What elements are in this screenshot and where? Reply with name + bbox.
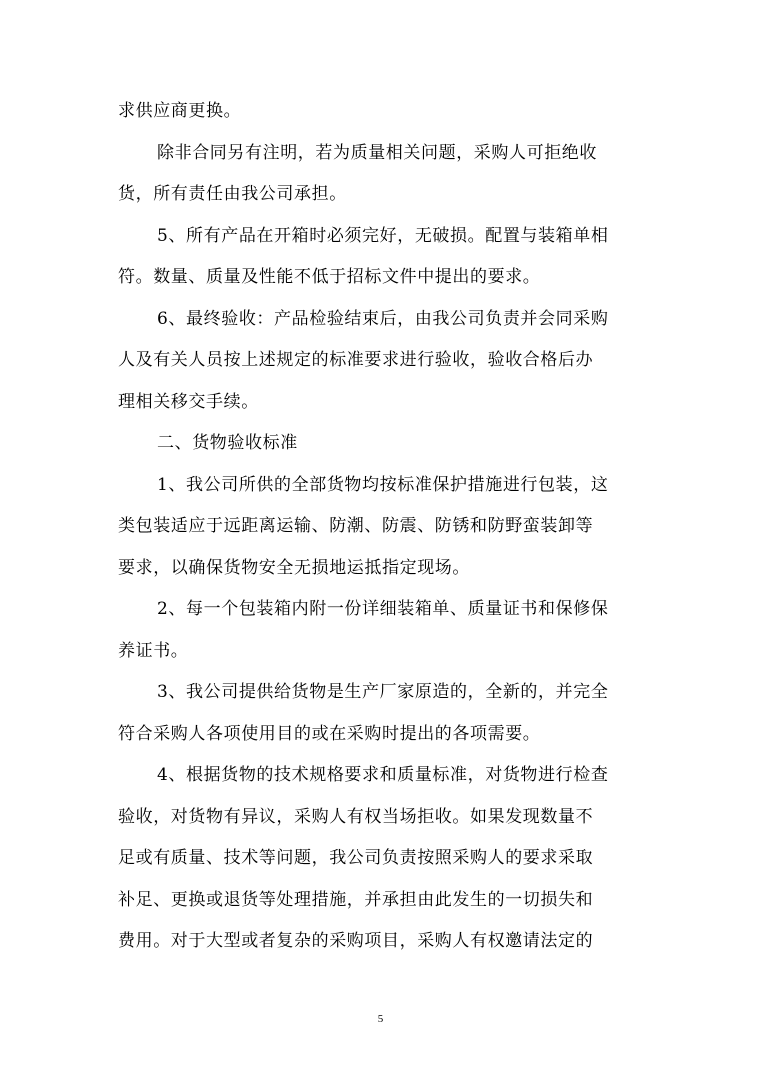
text-line: 人及有关人员按上述规定的标准要求进行验收，验收合格后办: [118, 350, 594, 370]
body-text: [118, 91, 638, 963]
text-line: 6、最终验收：产品检验结束后，由我公司负责并会同采购: [157, 308, 609, 329]
text-line: 2、每一个包装箱内附一份详细装箱单、质量证书和保修保: [157, 599, 609, 619]
text-line: 验收，对货物有异议，采购人有权当场拒收。如果发现数量不: [118, 806, 594, 827]
text-line: 类包装适应于远距离运输、防潮、防震、防锈和防野蛮装卸等: [118, 516, 594, 536]
text-line: 费用。对于大型或者复杂的采购项目，采购人有权邀请法定的: [118, 931, 594, 951]
text-line: 补足、更换或退货等处理措施，并承担由此发生的一切损失和: [118, 889, 594, 910]
text-line: 足或有质量、技术等问题，我公司负责按照采购人的要求采取: [118, 848, 594, 868]
text-line: 要求，以确保货物安全无损地运抵指定现场。: [118, 557, 470, 578]
text-line: 符。数量、质量及性能不低于招标文件中提出的要求。: [118, 267, 541, 287]
text-line: 1、我公司所供的全部货物均按标准保护措施进行包装，这: [157, 474, 609, 495]
page-number: 5: [377, 1013, 384, 1025]
text-line: 4、根据货物的技术规格要求和质量标准，对货物进行检查: [157, 765, 609, 785]
section-heading: 二、货物验收标准: [157, 433, 298, 453]
text-line: 理相关移交手续。: [118, 391, 259, 412]
text-line: 货，所有责任由我公司承担。: [118, 184, 347, 204]
text-line: 除非合同另有注明，若为质量相关问题，采购人可拒绝收: [157, 142, 597, 163]
text-line: 符合采购人各项使用目的或在采购时提出的各项需要。: [118, 723, 541, 744]
text-line: 3、我公司提供给货物是生产厂家原造的，全新的，并完全: [157, 682, 609, 702]
text-line: 求供应商更换。: [118, 101, 242, 121]
text-line: 养证书。: [118, 640, 189, 661]
text-line: 5、所有产品在开箱时必须完好，无破损。配置与装箱单相: [157, 225, 609, 246]
